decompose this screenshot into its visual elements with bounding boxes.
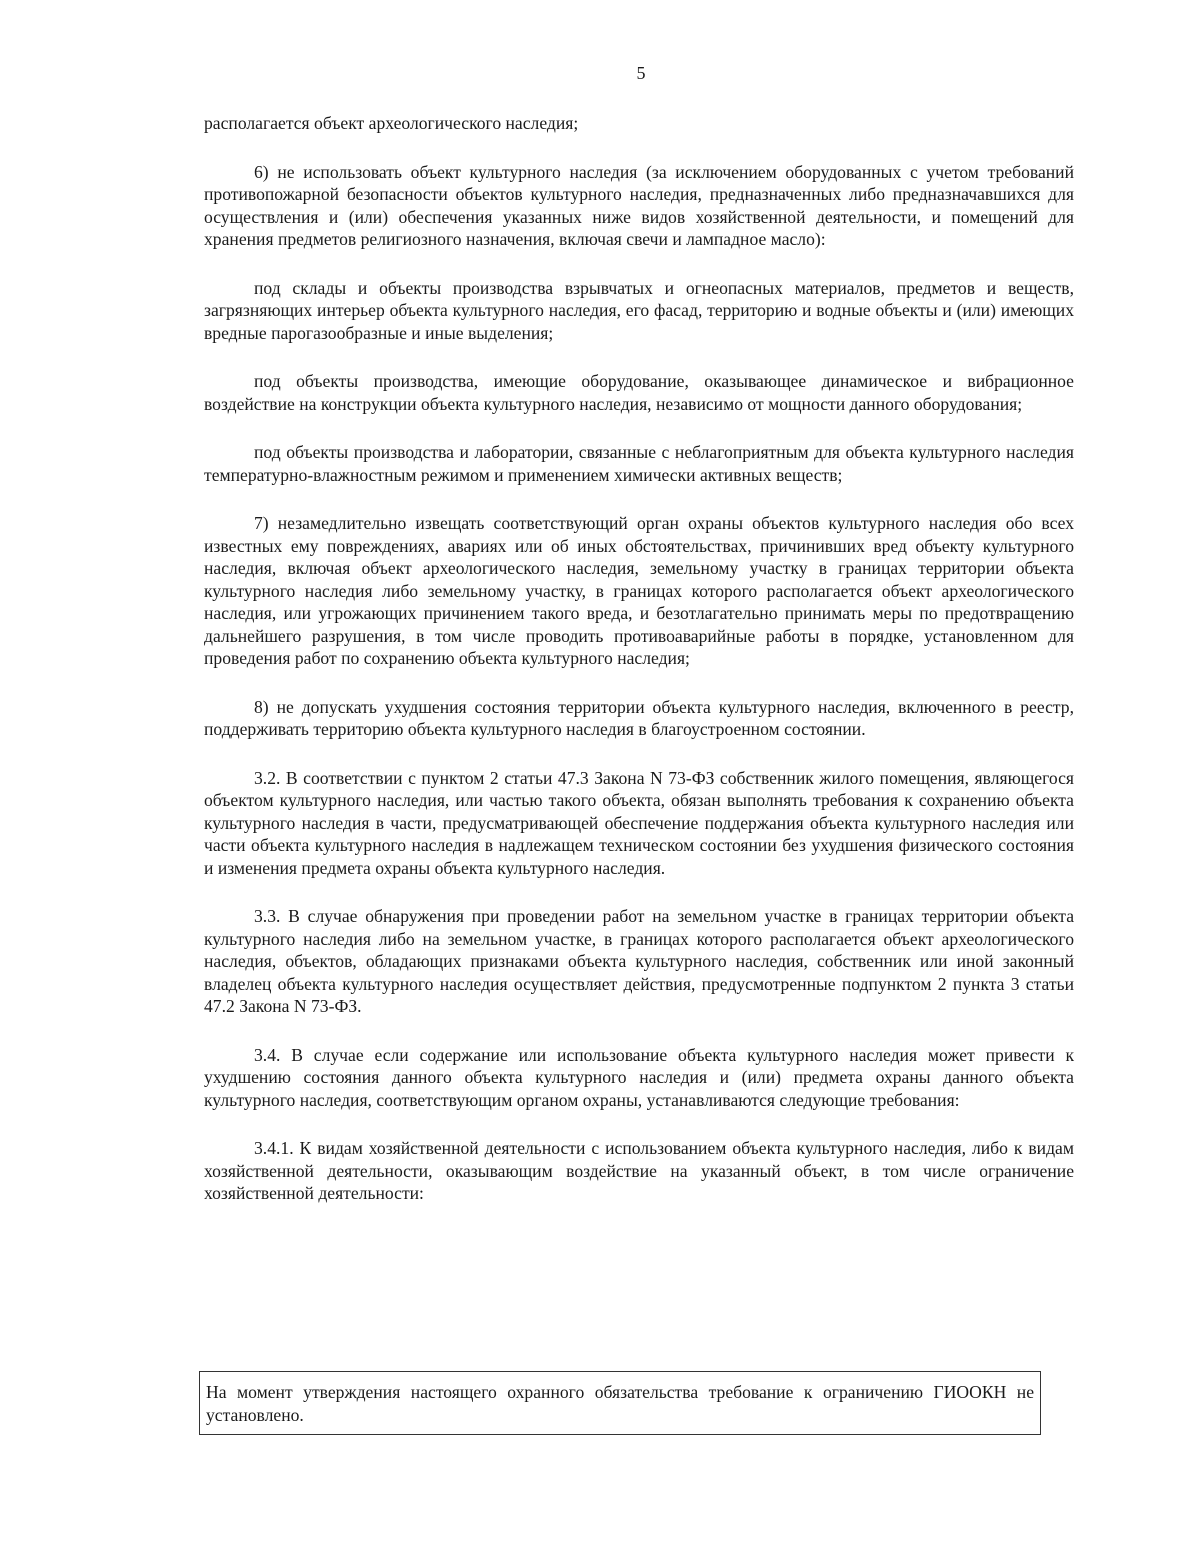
- paragraph-item-8: 8) не допускать ухудшения состояния территории объекта культурного наследия, включенного в реестр, поддерживать территорию объекта культурного наследия в благоустроенном состоянии.: [204, 696, 1074, 739]
- document-body: [204, 112, 1074, 1205]
- paragraph-item-7: 7) незамедлительно извещать соответствующий орган охраны объектов культурного наследия обо всех известных ему повреждениях, авариях или об иных обстоятельствах, причинивших вред объекту культурного наследия, включая объект археологического наследия, земельному участку в границах территории объекта культурного наследия либо земельному участку, в границах которого располагается объект археологического наследия, или угрожающих причинением такого вреда, и безотлагательно принимать меры по предотвращению дальнейшего разрушения, в том числе проводить противоаварийные работы в порядке, установленном для проведения работ по сохранению объекта культурного наследия;: [204, 513, 1074, 668]
- paragraph-item-6: 6) не использовать объект культурного наследия (за исключением оборудованных с учетом требований противопожарной безопасности объектов культурного наследия, предназначенных либо предназначавшихся для осуществления и (или) обеспечения указанных ниже видов хозяйственной деятельности, и помещений для хранения предметов религиозного назначения, включая свечи и лампадное масло):: [204, 161, 1074, 249]
- paragraph-section-3-4-1: 3.4.1. К видам хозяйственной деятельности с использованием объекта культурного наследия, либо к видам хозяйственной деятельности, оказывающим воздействие на указанный объект, в том числе ограничение хозяйственной деятельности:: [204, 1138, 1074, 1203]
- paragraph-continuation: располагается объект археологического наследия;: [204, 113, 579, 133]
- paragraph-section-3-4: 3.4. В случае если содержание или использование объекта культурного наследия может привести к ухудшению состояния данного объекта культурного наследия и (или) предмета охраны данного объекта культурного наследия, соответствующим органом охраны, устанавливаются следующие требования:: [204, 1044, 1074, 1110]
- paragraph-production-equipment: под объекты производства, имеющие оборудование, оказывающее динамическое и вибрационное воздействие на конструкции объекта культурного наследия, независимо от мощности данного оборудования;: [204, 371, 1074, 414]
- paragraph-laboratories: под объекты производства и лаборатории, связанные с неблагоприятным для объекта культурного наследия температурно-влажностным режимом и применением химически активных веществ;: [204, 442, 1074, 485]
- paragraph-warehouses: под склады и объекты производства взрывчатых и огнеопасных материалов, предметов и веществ, загрязняющих интерьер объекта культурного наследия, его фасад, территорию и водные объекты и (или) имеющих вредные парогазообразные и иные выделения;: [204, 277, 1074, 343]
- restriction-notice-box: На момент утверждения настоящего охранного обязательства требование к ограничению ГИООКН не установлено.: [199, 1371, 1041, 1435]
- page-number: 5: [636, 63, 646, 83]
- paragraph-section-3-2: 3.2. В соответствии с пунктом 2 статьи 47.3 Закона N 73-ФЗ собственник жилого помещения, являющегося объектом культурного наследия, или частью такого объекта, обязан выполнять требования к сохранению объекта культурного наследия в части, предусматривающей обеспечение поддержания объекта культурного наследия или части объекта культурного наследия в надлежащем техническом состоянии без ухудшения физического состояния и изменения предмета охраны объекта культурного наследия.: [204, 767, 1074, 878]
- paragraph-section-3-3: 3.3. В случае обнаружения при проведении работ на земельном участке в границах территории объекта культурного наследия либо на земельном участке, в границах которого располагается объект археологического наследия, объектов, обладающих признаками объекта культурного наследия, собственник или иной законный владелец объекта культурного наследия осуществляет действия, предусмотренные подпунктом 2 пункта 3 статьи 47.2 Закона N 73-ФЗ.: [204, 906, 1074, 1016]
